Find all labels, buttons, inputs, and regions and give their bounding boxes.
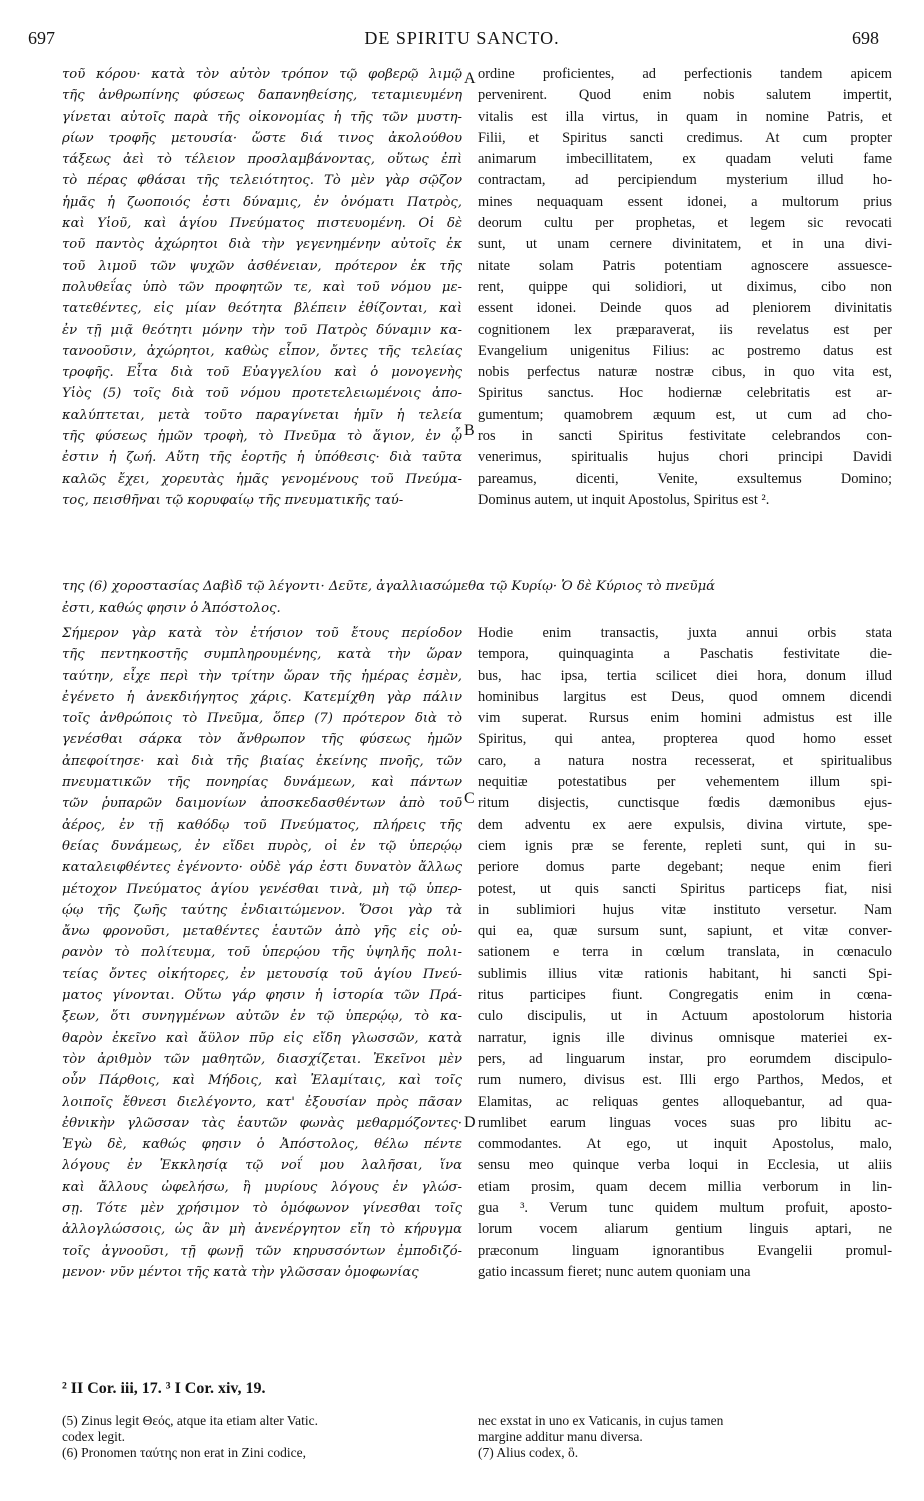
greek-text-line: ῴῳ τῆς ζωῆς ταύτης ἐνδιαιτώμενον. Ὅσοι γὰρ τὰ [62, 902, 462, 918]
latin-text-line: qui ea, quæ sursum sunt, sapiunt, et vitæ conver- [478, 923, 892, 940]
greek-text-line: λόγους ἐν Ἐκκλησίᾳ τῷ νοΐ μου λαλῆσαι, ἵνα [62, 1158, 462, 1174]
latin-text-line: Spiritus, qui antea, propterea quod homo esset [478, 731, 892, 748]
greek-column-top [62, 64, 462, 511]
greek-text-line: ἀπεφοίτησε· καὶ διὰ τῆς βιαίας ἐκείνης πνοῆς, τῶν [62, 753, 462, 769]
greek-text-line: τοῦ παντὸς ἀχώρητοι διὰ τὴν γεγενημένην αὐτοῖς ἐκ [62, 237, 462, 253]
greek-text-line: ἄνω φρονοῦσι, μεταθέντες ἑαυτῶν ἀπὸ γῆς εἰς οὐ- [62, 924, 462, 940]
greek-text-line: γενέσθαι σάρκα τὸν ἄνθρωπον τῆς φύσεως ἡμῶν [62, 732, 462, 748]
right-page-number: 698 [852, 28, 879, 48]
latin-text-line: gatio incassum fieret; nunc autem quoniam una [478, 1263, 751, 1280]
latin-text-line: essent idonei. Deinde quos ad pleniorem divinitatis [478, 300, 892, 317]
latin-text-line: pareamus, dicenti, Venite, exsultemus Domino; [478, 470, 892, 487]
latin-text-line: sublimis illius vitæ rationis habitant, hi sancti Spi- [478, 965, 892, 982]
greek-text-line: τῆς πεντηκοστῆς συμπληρουμένης, κατὰ τὴν ὥραν [62, 647, 462, 663]
footnotes-left [62, 1413, 462, 1461]
margin-letter-a: A [464, 70, 476, 87]
greek-text-line: καταλειφθέντες ἐγένοντο· οὐδὲ γάρ ἐστι δυνατὸν ἄλλως [62, 860, 462, 876]
greek-text-line: Σήμερον γὰρ κατὰ τὸν ἐτήσιον τοῦ ἔτους περίοδον [62, 626, 462, 641]
latin-text-line: contractam, ad percipiendum mysterium illud ho- [478, 172, 892, 189]
greek-text-line: ἀλλογλώσσοις, ὡς ἂν μὴ ἀνενέργητον εἴη τὸ κήρυγμα [62, 1222, 462, 1238]
greek-text-line: τάξεως ἀεὶ τὸ τέλειον προσλαμβάνοντας, οὕτως ἐπὶ [62, 152, 462, 168]
margin-letter-b: B [464, 422, 475, 439]
greek-text-line: τῆς φύσεως ἡμῶν τροφὴ, τὸ Πνεῦμα τὸ ἅγιον, ἐν ᾧ [62, 429, 462, 445]
latin-text-line: sensu meo quinque verba loqui in Ecclesia, ut aliis [478, 1157, 892, 1174]
greek-text-line: τανοοῦσιν, ἀχώρητοι, καθὼς εἶπον, ὄντες τῆς τελείας [62, 343, 462, 359]
latin-column-top [478, 64, 892, 511]
latin-text-line: venerimus, spiritualis hujus chori principi Davidi [478, 449, 892, 466]
latin-text-line: rumlibet earum linguas voces suas pro libitu ac- [478, 1114, 892, 1131]
latin-text-line: rent, quippe qui solidiori, ut diximus, cibo non [478, 278, 892, 295]
latin-text-line: ordine proficientes, ad perfectionis tandem apicem [478, 66, 892, 82]
latin-text-line: culo discipulis, ut in Actuum apostolorum historia [478, 1008, 892, 1025]
latin-text-line: ritus participes fiunt. Congregatis enim in cœna- [478, 987, 892, 1004]
footnote-line: (5) Zinus legit Θεός, atque ita etiam alter Vatic. [62, 1413, 318, 1428]
latin-text-line: gumentum; quamobrem æquum est, ut cum ad cho- [478, 406, 892, 423]
greek-text-line: πνευματικῶν τῆς πονηρίας δυνάμεων, καὶ πάντων [62, 775, 462, 791]
latin-text-line: bus, hac ipsa, tertia scilicet diei hora, donum illud [478, 667, 892, 684]
latin-text-line: nobis perfectus naturæ nostræ cibus, in quo vita est, [478, 364, 892, 381]
greek-text-line: οὖν Πάρθοις, καὶ Μήδοις, καὶ Ἐλαμίταις, καὶ τοῖς [62, 1073, 462, 1089]
latin-text-line: præconum linguam ignorantibus Evangelii promul- [478, 1242, 892, 1259]
scripture-references: ² II Cor. iii, 17. ³ I Cor. xiv, 19. [62, 1380, 266, 1397]
latin-text-line: caro, a natura nostra recesserat, et spiritualibus [478, 752, 892, 769]
latin-text-line: dem adventu ex aere expulsis, divina virtute, spe- [478, 816, 892, 833]
latin-text-line: Elamitas, ac reliquas gentes alloquebantur, ad qua- [478, 1093, 892, 1110]
latin-text-line: in sublimiori hujus vitæ instituto versetur. Nam [478, 901, 892, 918]
greek-text-line: γίνεται αὐτοῖς παρὰ τῆς οἰκονομίας ἡ τῆς τῶν μυστη- [62, 109, 462, 125]
latin-text-line: mines nequaquam essent idonei, a multorum prius [478, 193, 892, 210]
greek-text-line: καλύπτεται, μετὰ τοῦτο παραγίνεται ἡμῖν ἡ τελεία [62, 407, 462, 423]
greek-text-line: θαρὸν ἐκεῖνο καὶ ἄϋλον πῦρ εἰς εἴδη γλωσσῶν, κατὰ [62, 1030, 462, 1046]
footnote-line: (7) Alius codex, ὃ. [478, 1445, 579, 1460]
latin-text-line: hominibus largitus est Deus, quod omnem dicendi [478, 688, 892, 705]
greek-text-line: ματος γίνονται. Οὕτω γάρ φησιν ἡ ἱστορία τῶν Πρά- [62, 988, 462, 1004]
latin-text-line: rum numero, divisus est. Illi ergo Parthos, Medos, et [478, 1072, 892, 1089]
greek-text-line: τοῖς ἀγνοοῦσι, τῇ φωνῇ τῶν κηρυσσόντων ἐμποδιζό- [62, 1243, 462, 1259]
greek-text-line: ταύτην, εἶχε περὶ τὴν τρίτην ὥραν τῆς ἡμέρας ἐσμὲν, [62, 668, 462, 684]
greek-text-line: τοῦ λιμοῦ τῶν ψυχῶν ἀσθένειαν, πρότερον ἐκ τῆς [62, 258, 462, 274]
latin-text-line: vim superat. Rursus enim homini admistus est ille [478, 710, 892, 727]
latin-text-line: Evangelium unigenitus Filius: ac postremo datus est [478, 342, 892, 359]
greek-text-line: ἐθνικὴν γλῶσσαν τὰς ἑαυτῶν φωνὰς μεθαρμόζοντες· [62, 1115, 462, 1131]
latin-text-line: animarum imbecillitatem, ex quadam veluti fame [478, 151, 892, 168]
running-title: DE SPIRITU SANCTO. [364, 28, 560, 48]
greek-text-line: ἐστιν ἡ ζωή. Αὕτη τῆς ἑορτῆς ἡ ὑπόθεσις· διὰ ταῦτα [62, 450, 462, 466]
greek-text-line: καλῶς ἔχει, χορευτὰς ἡμᾶς γενομένους τοῦ Πνεύμα- [62, 471, 462, 487]
latin-text-line: periore domus parte degebant; neque enim fieri [478, 859, 892, 876]
greek-text-line: λοιποῖς ἔθνεσι διελέγοντο, κατ' ἐξουσίαν πρὸς πᾶσαν [62, 1094, 462, 1110]
page-header [0, 28, 924, 54]
greek-text-line: πολυθεΐας ὑπὸ τῶν προφητῶν τε, καὶ τοῦ νόμου με- [62, 279, 462, 295]
greek-text-line: μέτοχον Πνεύματος ἁγίου γενέσθαι τινὰ, μὴ τῷ ὑπερ- [62, 881, 462, 897]
footnote-line: margine additur manu diversa. [478, 1429, 643, 1444]
greek-text-line: μενον· νῦν μέντοι τῆς κατὰ τὴν γλῶσσαν ὁμοφωνίας [62, 1264, 419, 1280]
latin-text-line: ros in sancti Spiritus festivitate celebrandos con- [478, 428, 892, 445]
latin-text-line: Dominus autem, ut inquit Apostolus, Spiritus est ². [478, 491, 770, 508]
greek-text-line: Ἐγὼ δὲ, καθώς φησιν ὁ Ἀπόστολος, θέλω πέντε [62, 1137, 462, 1153]
greek-text-line: σῃ. Τότε μὲν χρήσιμον τὸ ὁμόφωνον γίνεσθαι τοῖς [62, 1201, 462, 1217]
latin-text-line: gua ³. Verum tunc quidem multum profuit, aposto- [478, 1200, 892, 1217]
latin-text-line: Spiritus sanctus. Hoc hodiernæ celebritatis est ar- [478, 385, 892, 402]
latin-text-line: vitalis est illa virtus, in quam in nomine Patris, et [478, 108, 892, 125]
greek-text-line: τος, πεισθῆναι τῷ κορυφαίῳ τῆς πνευματικῆς ταύ- [62, 492, 404, 508]
margin-letter-c: C [464, 790, 475, 807]
greek-text-line: τοῦ κόρου· κατὰ τὸν αὐτὸν τρόπον τῷ φοβερῷ λιμῷ [62, 67, 462, 82]
greek-spanning-lines [62, 576, 892, 620]
footnote-line: (6) Pronomen ταύτης non erat in Zini codice, [62, 1445, 306, 1460]
left-page-number: 697 [28, 28, 55, 48]
latin-column-bottom [478, 623, 892, 1283]
greek-span-line: ἐστι, καθώς φησιν ὁ Ἀπόστολος. [62, 601, 281, 616]
latin-text-line: potest, ut quis sancti Spiritus particeps fiat, nisi [478, 880, 892, 897]
greek-text-line: ἀέρος, ἐν τῇ καθόδῳ τοῦ Πνεύματος, πλήρεις τῆς [62, 817, 462, 833]
greek-text-line: τῆς ἀνθρωπίνης φύσεως δαπανηθείσης, τεταμιευμένη [62, 88, 462, 104]
greek-text-line: καὶ ἄλλους ὠφελήσω, ἢ μυρίους λόγους ἐν γλώσ- [62, 1179, 462, 1195]
latin-text-line: nequitiæ potestatibus per vehementem illum spi- [478, 774, 892, 791]
greek-text-line: τείας ὄντες οἰκήτορες, ἐν μετουσίᾳ τοῦ ἁγίου Πνεύ- [62, 966, 462, 982]
latin-text-line: sunt, ut unam cernere divinitatem, et in una divi- [478, 236, 892, 253]
latin-text-line: etiam prosim, quam decem millia verborum in lin- [478, 1178, 892, 1195]
footnote-line: codex legit. [62, 1429, 125, 1444]
greek-text-line: τὸ πέρας φθάσαι τῆς τελειότητος. Τὸ μὲν γὰρ σῷζον [62, 173, 462, 189]
greek-text-line: τῶν ῥυπαρῶν δαιμονίων ἀποσκεδασθέντων ἀπὸ τοῦ [62, 796, 462, 812]
greek-text-line: θείας δυνάμεως, ἐν εἴδει πυρὸς, οἱ ἐν τῷ ὑπερῴῳ [62, 838, 462, 854]
greek-text-line: ξεων, ὅτι συνηγμένων αὐτῶν ἐν τῷ ὑπερῴῳ, τὸ κα- [62, 1009, 462, 1025]
greek-text-line: τὸν ἀριθμὸν τῶν μαθητῶν, διασχίζεται. Ἐκεῖνοι μὲν [62, 1051, 462, 1067]
latin-text-line: pervenirent. Quod enim nobis salutem impertit, [478, 87, 892, 104]
latin-text-line: tempora, quinquaginta a Paschatis festivitate die- [478, 646, 892, 663]
latin-text-line: sationem e terra in cœlum translata, in cœnaculo [478, 944, 892, 961]
latin-text-line: ritum disjectis, cunctisque fœdis dæmonibus ejus- [478, 795, 892, 812]
footnote-line: nec exstat in uno ex Vaticanis, in cujus tamen [478, 1413, 724, 1428]
latin-text-line: nitate solam Patris potentiam agnoscere assuesce- [478, 257, 892, 274]
greek-text-line: καὶ Υἱοῦ, καὶ ἁγίου Πνεύματος πιστευομένη. Οἱ δὲ [62, 216, 462, 232]
latin-text-line: pers, ad linguarum instar, pro eorumdem discipulo- [478, 1050, 892, 1067]
footnotes-right [478, 1413, 892, 1461]
latin-text-line: deorum cultu per prophetas, et legem sic revocati [478, 215, 892, 232]
greek-text-line: ρίων τροφῆς μετουσία· ὥστε διά τινος ἀκολούθου [62, 130, 462, 146]
greek-text-line: Υἱὸς (5) τοῖς διὰ τοῦ νόμου προτετελειωμένοις ἀπο- [62, 386, 462, 402]
latin-text-line: ciem ignis præ se ferente, repleti sunt, qui in su- [478, 837, 892, 854]
greek-text-line: ρανὸν τὸ πολίτευμα, τοῦ ὑπερῴου τῆς ὑψηλῆς πολι- [62, 945, 462, 961]
greek-span-line: της (6) χοροστασίας Δαβὶδ τῷ λέγοντι· Δεῦτε, ἀγαλλιασώμεθα τῷ Κυρίῳ· Ὁ δὲ Κύριος τὸ πνεῦμά [62, 579, 716, 594]
greek-column-bottom [62, 623, 462, 1283]
latin-text-line: Hodie enim transactis, juxta annui orbis stata [478, 625, 892, 641]
latin-text-line: Filii, et Spiritus sancti credimus. At cum propter [478, 129, 892, 146]
greek-text-line: ἐγένετο ἡ ἀνεκδιήγητος χάρις. Κατεμίχθη γὰρ πάλιν [62, 689, 462, 705]
greek-text-line: τοῖς ἀνθρώποις τὸ Πνεῦμα, ὅπερ (7) πρότερον διὰ τὸ [62, 711, 462, 727]
latin-text-line: lorum vocem aliarum gentium linguis aptari, ne [478, 1221, 892, 1238]
margin-letter-d: D [464, 1114, 476, 1131]
greek-text-line: ἡμᾶς ἡ ζωοποιός ἐστι δύναμις, ἐν ὀνόματι Πατρὸς, [62, 194, 462, 210]
latin-text-line: commodantes. At ego, ut inquit Apostolus, malo, [478, 1136, 892, 1153]
latin-text-line: cognitionem lex præparaverat, iis revelatus est per [478, 321, 892, 338]
greek-text-line: τατεθέντες, εἰς μίαν θεότητα βλέπειν ἐθίζονται, καὶ [62, 301, 462, 317]
latin-text-line: narratur, ignis ille divinus omnisque materiei ex- [478, 1029, 892, 1046]
greek-text-line: ἐν τῇ μιᾷ θεότητι μόνην τὴν τοῦ Πατρὸς δύναμιν κα- [62, 322, 462, 338]
greek-text-line: τροφῆς. Εἶτα διὰ τοῦ Εὐαγγελίου καὶ ὁ μονογενὴς [62, 365, 462, 381]
